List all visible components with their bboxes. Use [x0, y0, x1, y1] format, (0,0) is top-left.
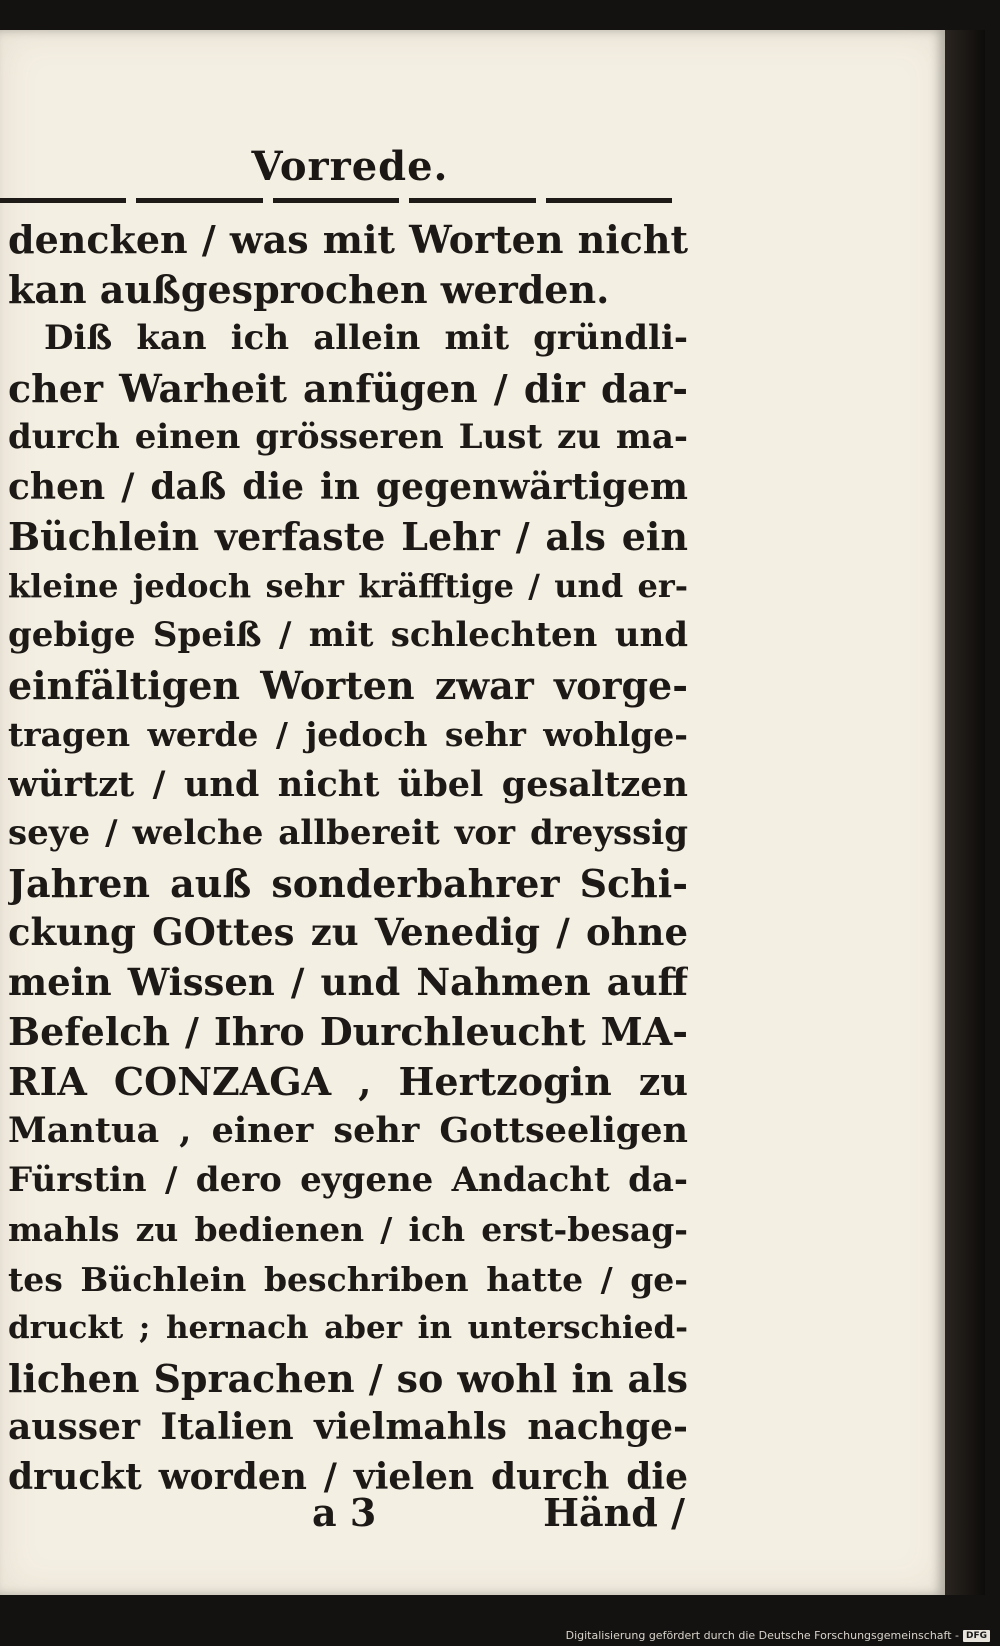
- text-line: mahls zu bedienen / ich erst-besag-: [8, 1210, 688, 1249]
- text-line: lichen Sprachen / so wohl in als: [8, 1355, 688, 1401]
- page-footer: [0, 1490, 700, 1540]
- dfg-logo: DFG: [963, 1630, 990, 1642]
- text-line: mein Wissen / und Nahmen auff: [8, 959, 688, 1004]
- text-line: Diß kan ich allein mit gründli-: [44, 318, 688, 358]
- text-line: dencken / was mit Worten nicht: [8, 217, 688, 262]
- text-line: Mantua , einer sehr Gottseeligen: [8, 1110, 688, 1151]
- text-line: Fürstin / dero eygene Andacht da-: [8, 1159, 688, 1200]
- text-line: Befelch / Ihro Durchleucht MA-: [8, 1009, 688, 1054]
- credit-text: Digitalisierung gefördert durch die Deutsche Forschungsgemeinschaft -: [565, 1629, 959, 1642]
- text-line: RIA CONZAGA , Hertzogin zu: [8, 1058, 688, 1104]
- header-rule: [0, 198, 672, 205]
- digitization-credit: [566, 1629, 990, 1642]
- catchword: Händ /: [543, 1490, 685, 1535]
- text-line: einfältigen Worten zwar vorge-: [8, 662, 688, 708]
- text-line: Jahren auß sonderbahrer Schi-: [8, 860, 688, 906]
- text-line: tragen werde / jedoch sehr wohlge-: [8, 715, 688, 754]
- running-header: Vorrede.: [251, 143, 449, 190]
- text-line: cher Warheit anfügen / dir dar-: [8, 365, 688, 411]
- text-line: kleine jedoch sehr kräfftige / und er-: [8, 566, 688, 605]
- text-line: durch einen grösseren Lust zu ma-: [8, 417, 688, 457]
- text-line: druckt ; hernach aber in unterschied-: [8, 1310, 688, 1346]
- body-text: [8, 215, 688, 1502]
- text-line: ausser Italien vielmahls nachge-: [8, 1406, 688, 1448]
- signature-mark: a 3: [312, 1490, 377, 1535]
- text-line: seye / welche allbereit vor dreyssig: [8, 813, 688, 853]
- text-line: kan außgesprochen werden.: [8, 266, 610, 312]
- text-line: tes Büchlein beschriben hatte / ge-: [8, 1259, 688, 1299]
- text-line: chen / daß die in gegenwärtigem: [8, 465, 688, 508]
- book-page: [0, 30, 945, 1595]
- text-line: gebige Speiß / mit schlechten und: [8, 615, 688, 655]
- text-line: druckt worden / vielen durch die: [8, 1455, 688, 1498]
- page-edge-shadow: [945, 30, 985, 1595]
- text-line: würtzt / und nicht übel gesaltzen: [8, 763, 688, 805]
- text-line: ckung GOttes zu Venedig / ohne: [8, 910, 688, 954]
- text-line: Büchlein verfaste Lehr / als ein: [8, 514, 688, 559]
